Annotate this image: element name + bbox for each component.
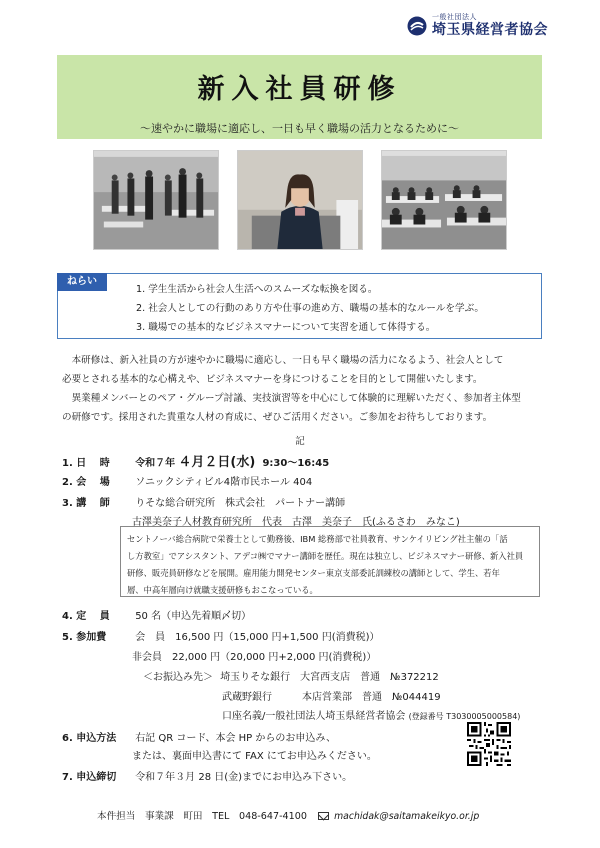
page-subtitle: ～速やかに職場に適応し、一日も早く職場の活力となるために～: [140, 122, 459, 135]
date-label: 1. 日 時: [62, 458, 110, 469]
venue-label: 2. 会 場: [62, 477, 110, 488]
lecturer-name: 古澤美奈子人材教育研究所 代表 古澤 美奈子 氏(ふるさわ みなこ): [132, 517, 460, 528]
fee-nonmember: 非会員 22,000 円（20,000 円+2,000 円(消費税)）: [132, 652, 377, 663]
photo-classroom-1: [93, 150, 219, 250]
lecturer-bio: [120, 526, 540, 597]
mail-icon: [318, 812, 329, 820]
qr-code-icon[interactable]: [467, 722, 511, 766]
photo-row: [93, 150, 507, 250]
time-value: 9:30～16:45: [262, 458, 330, 469]
bio-line: セントノーバ総合病院で栄養士として勤務後、IBM 総務部で社員教育、サンケイリビング社主催の「話: [127, 534, 508, 544]
photo-lecturer: [237, 150, 363, 250]
org-name: 埼玉県経営者協会: [432, 22, 548, 38]
capacity-label: 4. 定 員: [62, 611, 110, 622]
detail-deadline: [62, 768, 352, 783]
aim-label: ねらい: [57, 273, 107, 291]
lecturer-affiliation: りそな総合研究所 株式会社 パートナー講師: [135, 498, 346, 509]
org-type: 一般社団法人: [432, 13, 477, 21]
org-header: [407, 14, 548, 37]
fee-label: 5. 参加費: [62, 632, 107, 643]
deadline-value: 令和７年３月 28 日(金)までにお申込み下さい。: [135, 772, 353, 783]
detail-capacity: [62, 607, 251, 622]
title-banner: [57, 55, 542, 139]
venue-value: ソニックシティビル4階市民ホール 404: [135, 477, 313, 488]
detail-apply: [62, 729, 336, 744]
holder-name: 口座名義/一般社団法人埼玉県経営者協会: [222, 711, 406, 722]
bio-line: し方教室」でアシスタント、アデコ㈱でマナー講師を歴任。現在は独立し、ビジネスマナー研修、新入社員: [127, 551, 524, 561]
aim-box: [57, 273, 542, 339]
detail-venue: [62, 473, 312, 488]
aim-list: [136, 280, 484, 337]
intro-line: 必要とされる基本的な心構えや、ビジネスマナーを身につけることを目的として開催いたします。: [62, 374, 483, 385]
bio-line: 層、中高年層向け就職支援研修もおこなっている。: [127, 585, 318, 595]
fee-member: 会 員 16,500 円（15,000 円+1,500 円(消費税)）: [135, 632, 380, 643]
photo-classroom-2: [381, 150, 507, 250]
registration-number: (登録番号 T3030005000584): [408, 712, 521, 721]
contact-email[interactable]: machidak@saitamakeikyo.or.jp: [334, 811, 480, 822]
org-logo-icon: [407, 16, 427, 36]
bank-1: 埼玉りそな銀行 大宮西支店 普通 №372212: [220, 672, 439, 683]
aim-item-3: 3. 職場での基本的なビジネスマナーについて実習を通して体得する。: [136, 322, 436, 333]
detail-fee: [62, 628, 380, 643]
bank-heading: ＜お振込み先＞: [143, 672, 213, 683]
ki-heading: 記: [295, 436, 305, 447]
capacity-value: 50 名（申込先着順〆切）: [135, 611, 252, 622]
detail-date: [62, 451, 329, 470]
bio-line: 研修、販売員研修などを展開。雇用能力開発センター東京支部委託訓練校の講師として、学生、若年: [127, 568, 500, 578]
aim-item-1: 1. 学生生活から社会人生活へのスムーズな転換を図る。: [136, 284, 378, 295]
footer-contact: [97, 808, 517, 822]
apply-label: 6. 申込方法: [62, 733, 117, 744]
detail-lecturer: [62, 494, 345, 509]
date-prefix: 令和７年: [135, 458, 176, 469]
date-value: ４月２日(水): [178, 455, 256, 470]
apply-line-1: 右記 QR コード、本会 HP からのお申込み、: [135, 733, 336, 744]
aim-item-2: 2. 社会人としての行動のあり方や仕事の進め方、職場の基本的なルールを学ぶ。: [136, 303, 484, 314]
contact-text: 本件担当 事業課 町田 TEL 048-647-4100: [97, 811, 307, 822]
intro-line: 異業種メンバーとのペア・グループ討議、実技演習等を中心にして体験的に理解いただく、参加者主体型: [62, 393, 521, 404]
intro-paragraph: [62, 351, 540, 427]
bank-info: [143, 668, 439, 683]
page-title: 新入社員研修: [197, 74, 402, 105]
account-holder: [222, 707, 520, 722]
apply-line-2: または、裏面申込書にて FAX にてお申込みください。: [132, 751, 377, 762]
intro-line: 本研修は、新入社員の方が速やかに職場に適応し、一日も早く職場の活力になるよう、社会人として: [62, 355, 504, 366]
bank-2: 武蔵野銀行 本店営業部 普通 №044419: [222, 692, 441, 703]
intro-line: の研修です。採用された貴重な人材の育成に、ぜひご活用ください。ご参加をお待ちしております。: [62, 412, 493, 423]
deadline-label: 7. 申込締切: [62, 772, 117, 783]
lecturer-label: 3. 講 師: [62, 498, 110, 509]
